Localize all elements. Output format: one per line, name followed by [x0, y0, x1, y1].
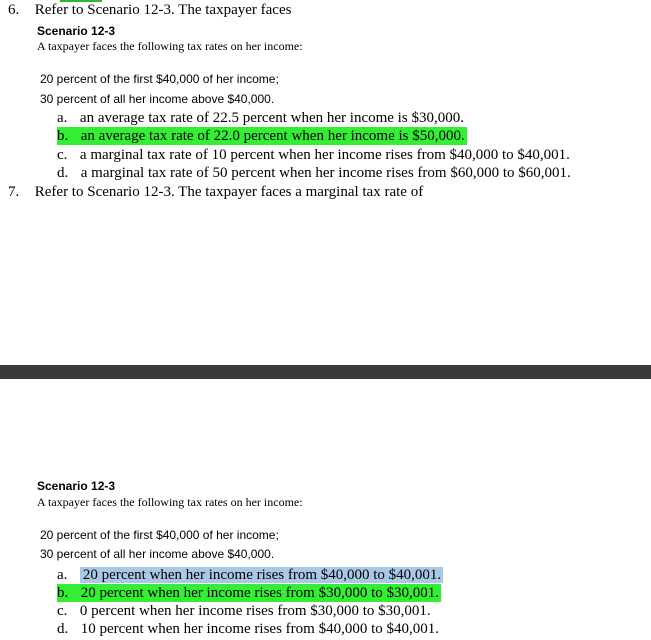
option-text: an average tax rate of 22.0 percent when her income is $50,000.: [80, 128, 465, 144]
scenario-body: A taxpayer faces the following tax rates on her income:: [37, 39, 303, 53]
option-letter: b.: [57, 128, 69, 144]
rate-line-2: 30 percent of all her income above $40,000.: [40, 547, 275, 561]
option-text: 20 percent when her income rises from $30,000 to $30,001.: [80, 585, 439, 601]
question-7: [8, 183, 423, 201]
option-letter: c.: [57, 147, 68, 163]
scenario-title: Scenario 12-3: [37, 479, 116, 493]
option-letter: a.: [57, 110, 68, 126]
question-number: 6.: [8, 2, 20, 18]
rate-line-2: 30 percent of all her income above $40,000.: [40, 92, 275, 106]
option-text: 10 percent when her income rises from $40,000 to $40,001.: [80, 621, 439, 637]
option-a[interactable]: [57, 109, 464, 127]
scenario-title: Scenario 12-3: [37, 24, 116, 38]
question-stem: Refer to Scenario 12-3. The taxpayer faces a marginal tax rate of: [34, 184, 424, 200]
option-letter: d.: [57, 621, 69, 637]
option-a[interactable]: [57, 566, 443, 584]
option-b-highlighted[interactable]: [57, 127, 467, 145]
option-text: a marginal tax rate of 50 percent when her income rises from $60,000 to $60,001.: [80, 165, 571, 181]
question-6: [8, 1, 291, 19]
section-divider: [0, 365, 651, 379]
option-d[interactable]: [57, 620, 439, 638]
option-text-highlighted: 20 percent when her income rises from $40,000 to $40,001.: [80, 567, 443, 583]
option-letter: d.: [57, 165, 69, 181]
option-c[interactable]: [57, 146, 570, 164]
option-d[interactable]: [57, 164, 571, 182]
rate-line-1: 20 percent of the first $40,000 of her income;: [40, 72, 279, 86]
rate-line-1: 20 percent of the first $40,000 of her income;: [40, 528, 279, 542]
option-letter: a.: [57, 567, 68, 583]
option-c[interactable]: [57, 602, 431, 620]
option-letter: b.: [57, 585, 69, 601]
option-letter: c.: [57, 603, 68, 619]
option-text: 0 percent when her income rises from $30,000 to $30,001.: [79, 603, 431, 619]
option-b-highlighted[interactable]: [57, 584, 441, 602]
question-number: 7.: [8, 184, 20, 200]
option-text: an average tax rate of 22.5 percent when her income is $30,000.: [79, 110, 464, 126]
question-stem: Refer to Scenario 12-3. The taxpayer faces: [34, 2, 292, 18]
scenario-body: A taxpayer faces the following tax rates on her income:: [37, 495, 303, 509]
option-text: a marginal tax rate of 10 percent when her income rises from $40,000 to $40,001.: [79, 147, 570, 163]
